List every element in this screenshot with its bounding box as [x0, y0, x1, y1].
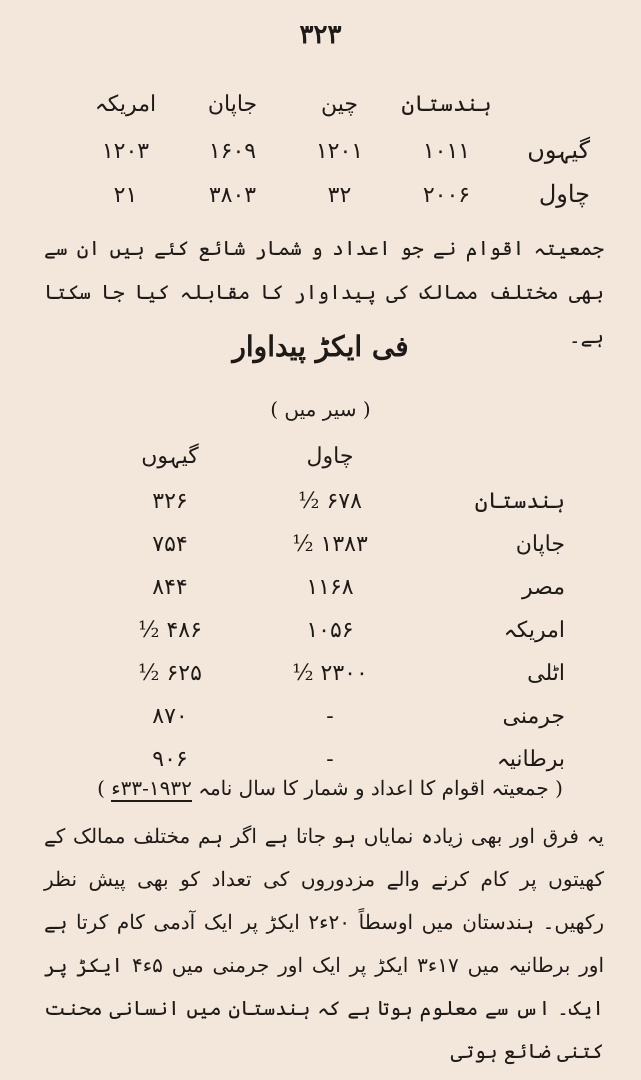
wheat-value: ۴۸۶ ½ — [138, 618, 202, 643]
table-row — [70, 180, 590, 224]
header-wheat: گیہوں — [141, 443, 199, 469]
country-label: جاپان — [515, 532, 565, 557]
country-label: اٹلی — [527, 661, 565, 686]
table-row — [95, 523, 565, 566]
wheat-value: ۸۴۴ — [152, 575, 188, 600]
table-row — [95, 480, 565, 523]
rice-value: ۱۳۸۳ ½ — [292, 532, 368, 557]
table-cell: ۲۱ — [113, 183, 138, 208]
source-note-year: ۱۹۳۲-۳۳ء — [111, 776, 192, 800]
page-number: ۳۲۳ — [299, 20, 342, 50]
section-title: فی ایکڑ پیداوار — [232, 330, 409, 363]
source-note-suffix: ) — [97, 776, 105, 800]
header-cell: امریکہ — [94, 92, 157, 117]
table-row — [95, 566, 565, 609]
table-cell: ۱۲۰۳ — [101, 139, 150, 164]
header-cell: جاپان — [207, 92, 258, 117]
production-table-header — [70, 92, 590, 136]
table-row — [95, 695, 565, 738]
table-row — [95, 652, 565, 695]
wheat-value: ۶۲۵ ½ — [138, 661, 202, 686]
table-cell: ۱۰۱۱ — [422, 139, 471, 164]
country-label: مصر — [521, 575, 565, 600]
rice-value: - — [326, 747, 334, 772]
country-label: برطانیہ — [496, 747, 565, 772]
per-acre-table — [95, 432, 565, 781]
wheat-value: ۳۲۶ — [152, 489, 188, 514]
table-cell: ۲۰۰۶ — [422, 183, 471, 208]
table-cell: ۳۸۰۳ — [208, 183, 257, 208]
intro-paragraph: جمعیتہ اقوام نے جو اعداد و شمار شائع کئے ہیں ان سے بھی مختلف ممالک کی پیداوار کا مقابلہ کیا جا سکتا ہے۔ — [44, 236, 604, 348]
unit-label: ( سیر میں ) — [270, 397, 371, 421]
rice-value: ۱۱۶۸ — [306, 575, 354, 600]
table-cell: ۳۲ — [327, 183, 352, 208]
wheat-value: ۹۰۶ — [152, 747, 188, 772]
country-label: ہندستان — [474, 489, 565, 514]
header-cell: ہندستان — [401, 92, 492, 117]
wheat-value: ۸۷۰ — [152, 704, 188, 729]
table-cell: ۱۶۰۹ — [208, 139, 257, 164]
rice-value: ۲۳۰۰ ½ — [292, 661, 368, 686]
rice-value: - — [326, 704, 334, 729]
country-label: جرمنی — [502, 704, 565, 729]
rice-value: ۱۰۵۶ — [306, 618, 354, 643]
table-row — [95, 609, 565, 652]
table-row — [95, 738, 565, 781]
rice-value: ۶۷۸ ½ — [298, 489, 362, 514]
crop-label: چاول — [538, 180, 590, 208]
table-row — [70, 136, 590, 180]
production-table — [70, 92, 590, 224]
wheat-value: ۷۵۴ — [152, 532, 188, 557]
source-note-prefix: ( جمعیتہ اقوام کا اعداد و شمار کا سال نامہ — [198, 776, 563, 800]
per-acre-table-header — [95, 432, 565, 480]
country-label: امریکہ — [503, 618, 565, 643]
header-cell: چین — [321, 92, 358, 117]
body-paragraph: یہ فرق اور بھی زیادہ نمایاں ہو جاتا ہے اگر ہم مختلف ممالک کے کھیتوں پر کام کرنے والے مزدوروں کی تعداد کو بھی پیش نظر رکھیں۔ ہندستان میں اوسطاً ۲۰ء۲ ایکڑ پر ایک آدمی کام کرتا ہے اور برطانیہ میں ۱۷ء۳ ایکڑ پر ایک اور جرمنی میں ۵ء۴ ایکڑ پر ایک۔ اس سے معلوم ہوتا ہے کہ ہندستان میں انسانی محنت کتنی ضائع ہوتی — [44, 824, 605, 1063]
header-rice: چاول — [306, 443, 354, 469]
table-cell: ۱۲۰۱ — [315, 139, 364, 164]
crop-label: گیہوں — [527, 136, 590, 164]
source-note — [60, 776, 600, 800]
